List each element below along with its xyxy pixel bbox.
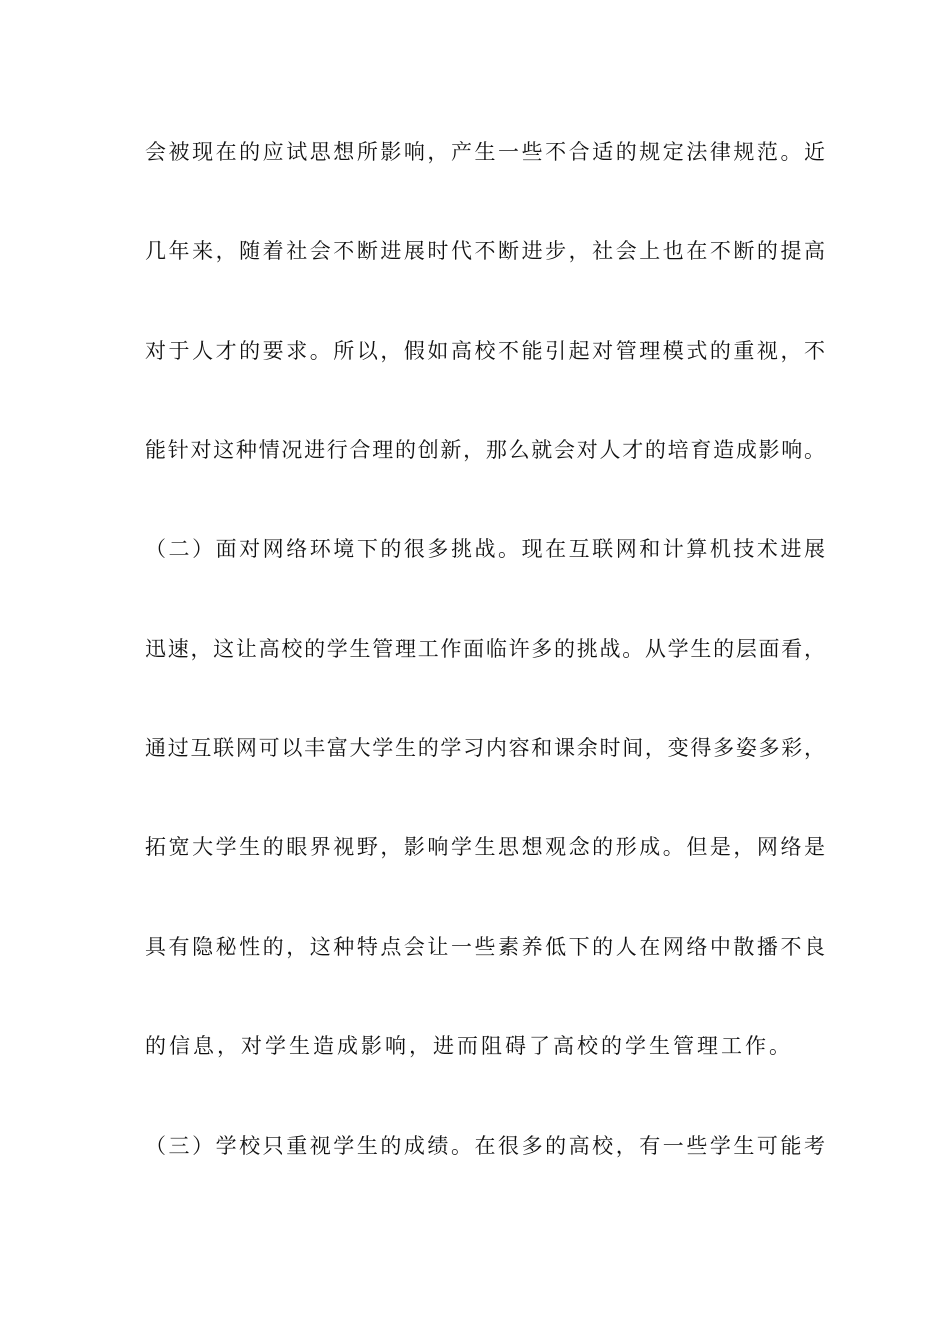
text-line-9: 具有隐秘性的，这种特点会让一些素养低下的人在网络中散播不良	[145, 935, 825, 959]
section-heading-2-line: （二）面对网络环境下的很多挑战。现在互联网和计算机技术进展	[145, 537, 825, 561]
text-line-7: 通过互联网可以丰富大学生的学习内容和课余时间，变得多姿多彩，	[145, 736, 825, 760]
section-heading-3-line: （三）学校只重视学生的成绩。在很多的高校，有一些学生可能考	[145, 1134, 825, 1158]
text-line-6: 迅速，这让高校的学生管理工作面临许多的挑战。从学生的层面看，	[145, 637, 825, 661]
text-line-3: 对于人才的要求。所以，假如高校不能引起对管理模式的重视，不	[145, 339, 825, 363]
text-line-8: 拓宽大学生的眼界视野，影响学生思想观念的形成。但是，网络是	[145, 835, 825, 859]
text-line-1: 会被现在的应试思想所影响，产生一些不合适的规定法律规范。近	[145, 140, 825, 164]
text-line-4: 能针对这种情况进行合理的创新，那么就会对人才的培育造成影响。	[145, 438, 825, 462]
text-line-2: 几年来，随着社会不断进展时代不断进步，社会上也在不断的提高	[145, 239, 825, 263]
text-line-10: 的信息，对学生造成影响，进而阻碍了高校的学生管理工作。	[145, 1034, 790, 1058]
